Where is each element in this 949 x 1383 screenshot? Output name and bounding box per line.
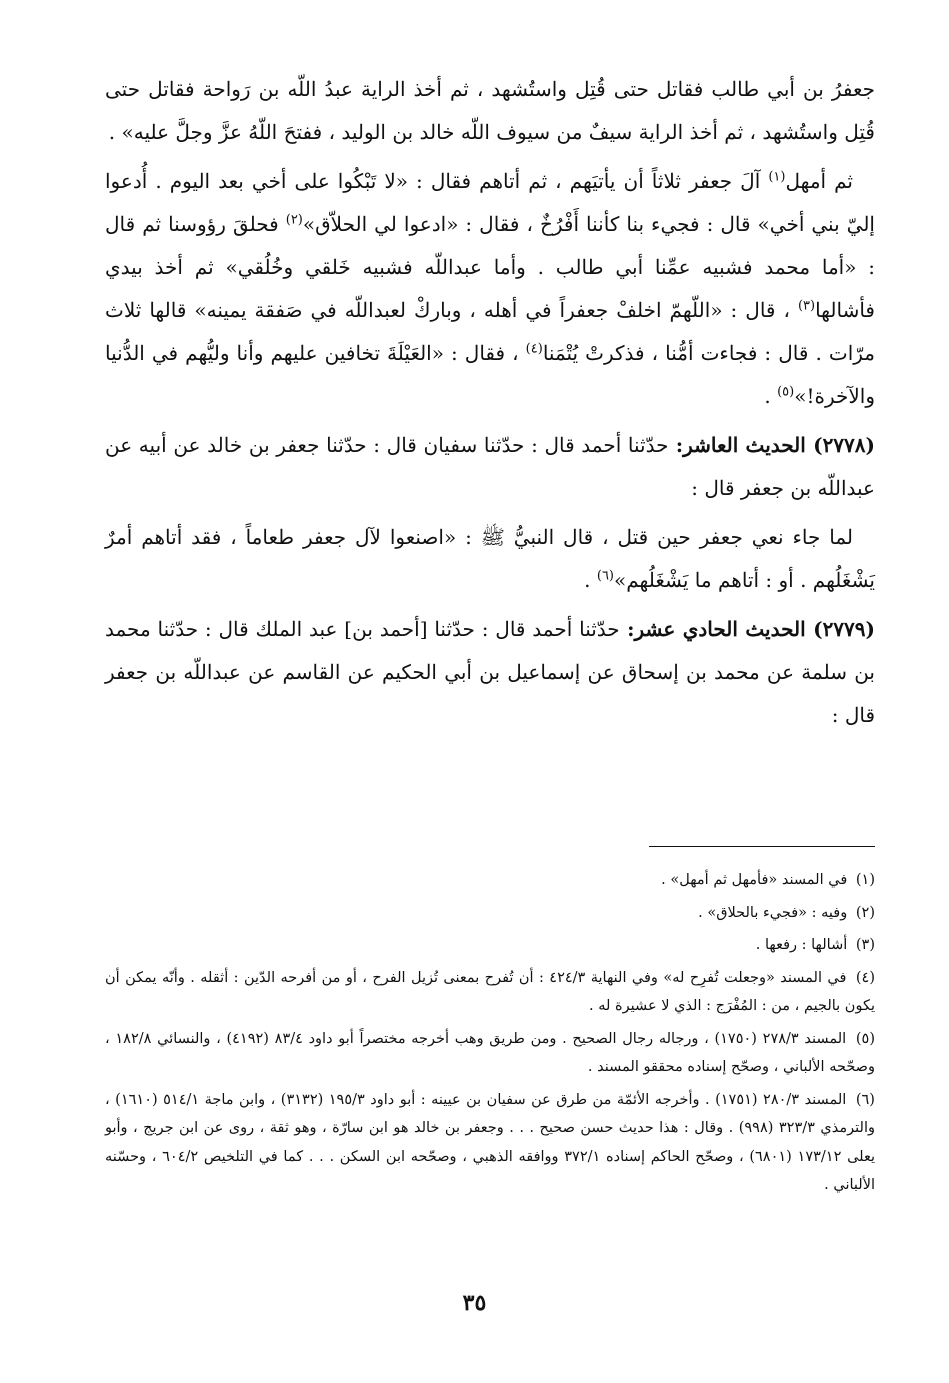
footnote-4 — [105, 964, 875, 1021]
paragraph-2-text-f: . — [764, 384, 778, 408]
footnote-ref-5[interactable]: (٥) — [777, 384, 795, 400]
paragraph-4 — [105, 516, 875, 602]
hadith-10-heading: الحديث العاشر: — [668, 433, 814, 457]
footnote-ref-2[interactable]: (٢) — [285, 212, 303, 228]
footnote-3 — [105, 931, 875, 960]
footnote-6 — [105, 1086, 875, 1200]
footnote-ref-3[interactable]: (٣) — [797, 298, 816, 314]
footnote-number: (٣) — [855, 937, 875, 953]
paragraph-2-text-b: آلَ جعفر ثلاثاً أن يأتيَهم ، ثم أتاهم فقال : «لا تَبْكُوا على أخي بعد اليوم . أُدعوا إليّ بني أخي» قال : فجيء بنا كأننا أَفْرُخٌ ، فقال : «ادعوا لي الحلاّق» — [105, 169, 875, 236]
main-text — [105, 68, 875, 743]
footnote-text: في المسند «وجعلت تُفرِح له» وفي النهاية ٤٢٤/٣ : أن تُفرح بمعنى تُزيل الفرح ، أو من أفرحه الدّين : أثقله . وأنّه يمكن أن يكون بالجيم ، من : المُفْرَج : الذي لا عشيرة له . — [105, 969, 875, 1014]
footnote-ref-6[interactable]: (٦) — [596, 568, 614, 584]
hadith-10-number: (٢٧٧٨) — [813, 433, 875, 457]
footnote-text: في المسند «فأمهل ثم أمهل» . — [661, 872, 848, 888]
footnote-number: (٥) — [855, 1030, 875, 1047]
footnote-number: (١) — [855, 872, 875, 888]
hadith-11-text: حدّثنا أحمد قال : حدّثنا [أحمد بن] عبد الملك قال : حدّثنا محمد بن سلمة عن محمد بن إسحاق عن إسماعيل بن أبي الحكيم عن القاسم عن عبداللّه بن جعفر قال : — [105, 617, 875, 727]
hadith-11-heading: الحديث الحادي عشر: — [619, 617, 814, 641]
hadith-11-number: (٢٧٧٩) — [813, 617, 875, 641]
footnote-divider — [649, 846, 875, 847]
footnotes — [105, 866, 875, 1204]
hadith-11 — [105, 608, 875, 737]
footnote-ref-4[interactable]: (٤) — [525, 341, 543, 357]
footnote-number: (٢) — [855, 904, 875, 921]
paragraph-4-text-a: لما جاء نعي جعفر حين قتل ، قال النبيُّ ﷺ : «اصنعوا لآل جعفر طعاماً ، فقد أتاهم أمرٌ يَشْغَلُهم . أو : أتاهم ما يَشْغَلُهم» — [105, 525, 875, 592]
footnote-1 — [105, 866, 875, 895]
paragraph-2 — [105, 160, 875, 418]
paragraph-4-text-b: . — [584, 568, 597, 592]
footnote-text: المسند ٢٨٠/٣ (١٧٥١) . وأخرجه الأئمّة من طرق عن سفيان بن عيينه : أبو داود ١٩٥/٣ (٣١٣٢) ، وابن ماجة ٥١٤/١ (١٦١٠) ، والترمذي ٣٢٣/٣ (٩٩٨) . وقال : هذا حديث حسن صحيح . . . وجعفر بن خالد هو ابن سارّة ، وهو ثقة ، روى عن ابن جريج ، وأبو يعلى ١٧٣/١٢ (٦٨٠١) ، وصحّح الحاكم إسناده ٣٧٢/١ ووافقه الذهبي ، وصحّحه ابن السكن . . . كما في التلخيص ٦٠٤/٢ ، وحسّنه الألباني . — [105, 1091, 875, 1193]
footnote-text: المسند ٢٧٨/٣ (١٧٥٠) ، ورجاله رجال الصحيح . ومن طريق وهب أخرجه مختصراً أبو داود ٨٣/٤ (٤١٩٢) ، والنسائي ١٨٢/٨ ، وصحّحه الألباني ، وصحّح إسناده محققو المسند . — [105, 1030, 875, 1075]
footnote-number: (٤) — [855, 969, 876, 986]
paragraph-2-text-c: فحلقَ رؤوسنا ثم قال : «أما محمد فشبيه عمِّنا أبي طالب . وأما عبداللّه فشبيه خَلقي وخُلُقي» ثم أخذ بيدي فأشالها — [105, 212, 875, 322]
paragraph-1-text: جعفرُ بن أبي طالب فقاتل حتى قُتِل واستُشهد ، ثم أخذ الراية عبدُ اللّه بن رَواحة فقاتل حتى قُتِل واستُشهد ، ثم أخذ الراية سيفٌ من سيوف اللّه خالد بن الوليد ، ففتحَ اللّهُ عزَّ وجلَّ عليه» . — [105, 77, 875, 144]
paragraph-2-text-e: ، فقال : «العَيْلَةَ تخافين عليهم وأنا وليُّهم في الدُّنيا والآخرة!» — [105, 341, 875, 408]
footnote-5 — [105, 1025, 875, 1082]
footnote-2 — [105, 899, 875, 928]
footnote-ref-1[interactable]: (١) — [768, 169, 786, 185]
footnote-number: (٦) — [855, 1091, 875, 1108]
paragraph-2-text-a: ثم أمهل — [785, 169, 854, 193]
footnote-text: وفيه : «فجيء بالحلاق» . — [698, 904, 848, 921]
page-number: ٣٥ — [462, 1290, 487, 1316]
paragraph-2-text-d: ، قال : «اللّهمّ اخلفْ جعفراً في أهله ، وباركْ لعبداللّه في صَفقة يمينه» قالها ثلاث مرّات . قال : فجاءت أمُّنا ، فذكرتْ يُتْمَنا — [105, 298, 875, 365]
hadith-10-text: حدّثنا أحمد قال : حدّثنا سفيان قال : حدّثنا جعفر بن خالد عن أبيه عن عبداللّه بن جعفر قال : — [105, 433, 875, 500]
footnote-text: أشالها : رفعها . — [755, 937, 848, 953]
paragraph-1 — [105, 68, 875, 154]
hadith-10 — [105, 424, 875, 510]
